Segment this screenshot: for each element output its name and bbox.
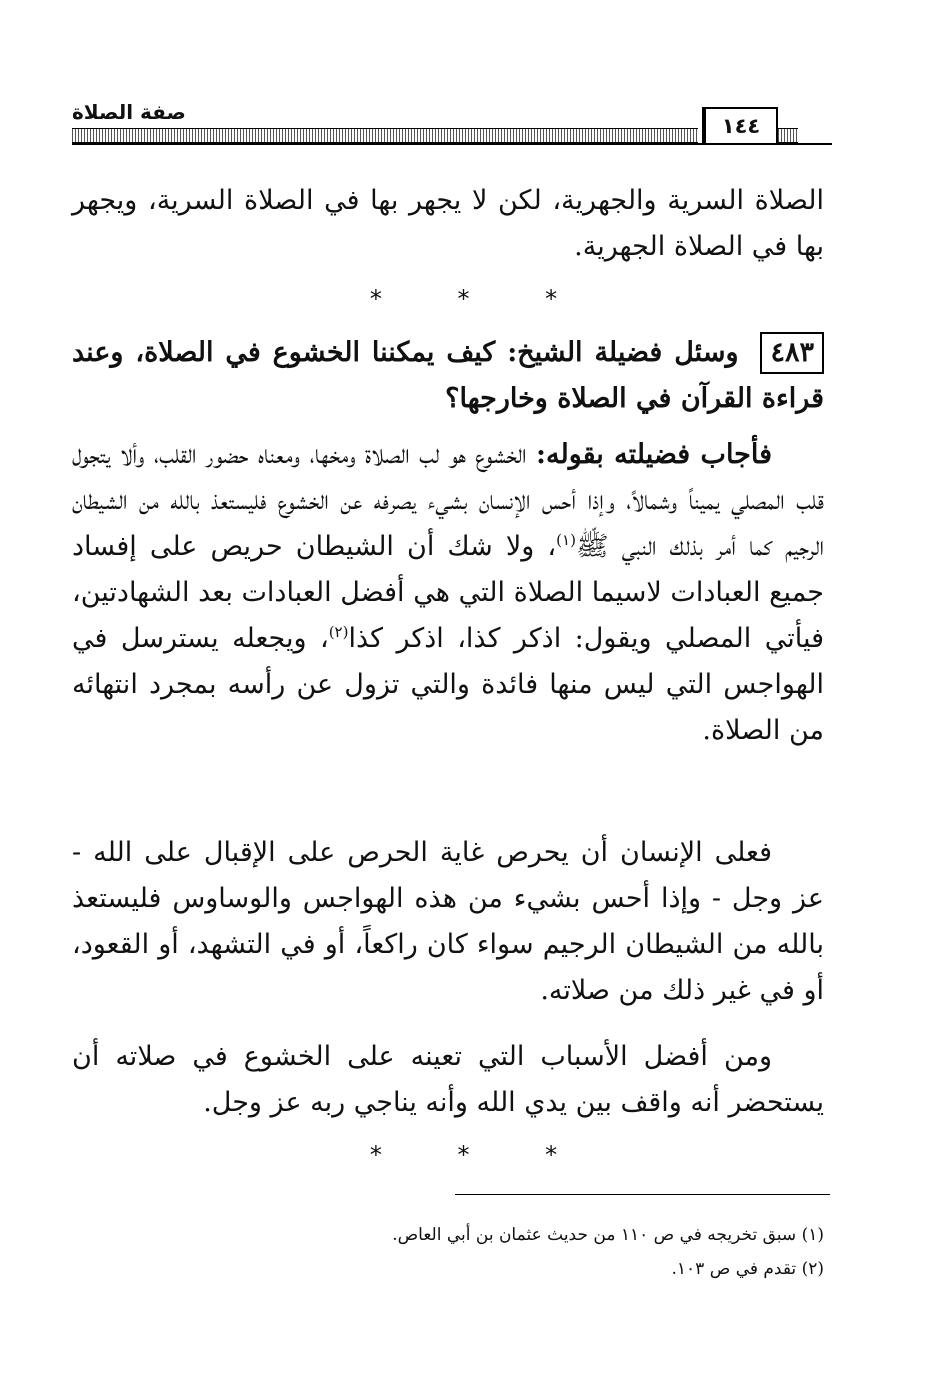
footnote-1: (١) سبق تخريجه في ص ١١٠ من حديث عثمان بن أبي العاص.: [392, 1225, 824, 1245]
footnote-2: (٢) تقدم في ص ١٠٣.: [671, 1259, 824, 1279]
answer-text-continued: ، ولا شك أن الشيطان حريص على إفساد جميع العبادات لاسيما الصلاة التي هي أفضل العبادات بعد الشهادتين، فيأتي المصلي ويقول: اذكر كذا، اذكر كذا: [72, 531, 824, 654]
header-ornament-band: [72, 128, 698, 143]
question-block: [72, 330, 824, 422]
answer-text: الخشوع هو لب الصلاة ومخها، ومعناه حضور القلب، وألا يتجول قلب المصلي يميناً وشمالاً، وإذا أحس الإنسان بشيء يصرفه عن الخشوع فليستعذ بالله من الشيطان الرجيم كما أمر بذلك النبي ﷺ: [72, 439, 824, 562]
footnote-ref-2[interactable]: (٢): [328, 623, 349, 641]
section-separator-end: * * *: [369, 1141, 592, 1169]
footnote-rule: [455, 1194, 830, 1195]
paragraph-conclusion: ومن أفضل الأسباب التي تعينه على الخشوع في صلاته أن يستحضر أنه واقف بين يدي الله وأنه يناجي ربه عز وجل.: [72, 1041, 824, 1118]
header-title: صفة الصلاة: [72, 100, 186, 124]
paragraph-continuation: الصلاة السرية والجهرية، لكن لا يجهر بها في الصلاة السرية، ويجهر بها في الصلاة الجهرية.: [72, 185, 824, 262]
answer-text-end: ، ويجعله يسترسل في الهواجس التي ليس منها فائدة والتي تزول عن رأسه بمجرد انتهائه من الصلاة.: [72, 623, 824, 746]
page-number: ١٤٤: [702, 107, 778, 145]
footnote-ref-1[interactable]: (١): [556, 531, 576, 549]
question-text: وسئل فضيلة الشيخ: كيف يمكننا الخشوع في الصلاة، وعند قراءة القرآن في الصلاة وخارجها؟: [72, 337, 824, 414]
header-ornament-band-right: [778, 128, 798, 143]
section-separator: * * *: [369, 285, 592, 313]
running-header: [72, 100, 832, 150]
answer-paragraph: [72, 432, 824, 754]
question-number: ٤٨٣: [760, 332, 824, 374]
paragraph-advice: فعلى الإنسان أن يحرص غاية الحرص على الإقبال على الله - عز وجل - وإذا أحس بشيء من هذه الهواجس والوساوس فليستعذ بالله من الشيطان الرجيم سواء كان راكعاً، أو في التشهد، أو القعود، أو في غير ذلك من صلاته.: [72, 837, 824, 1006]
answer-lead: فأجاب فضيلته بقوله:: [536, 439, 772, 470]
